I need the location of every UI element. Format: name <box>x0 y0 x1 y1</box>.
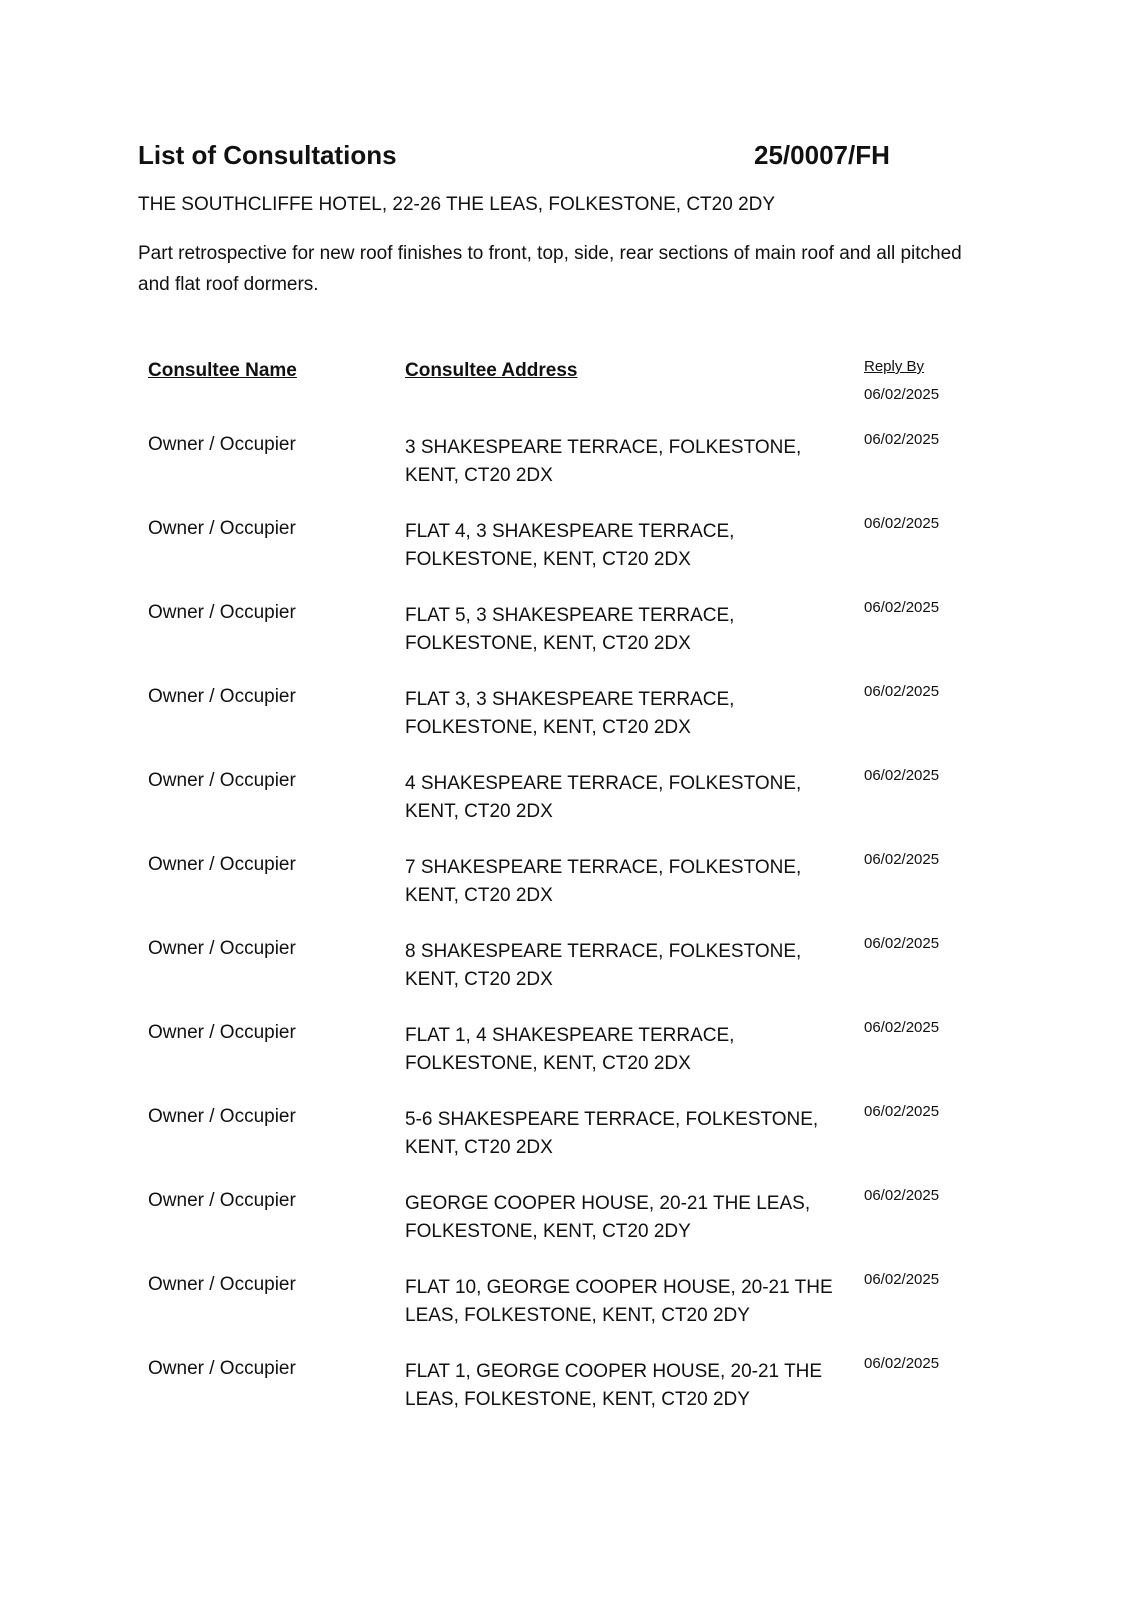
consultee-name: Owner / Occupier <box>148 1274 296 1295</box>
consultee-name: Owner / Occupier <box>148 434 296 455</box>
reply-date: 06/02/2025 <box>864 599 940 616</box>
consultee-address: FLAT 3, 3 SHAKESPEARE TERRACE, FOLKESTONE, KENT, CT20 2DX <box>405 689 735 738</box>
reply-date: 06/02/2025 <box>864 1103 940 1120</box>
column-header-address: Consultee Address <box>405 360 578 381</box>
consultee-address: 7 SHAKESPEARE TERRACE, FOLKESTONE, KENT, CT20 2DX <box>405 857 802 906</box>
page-title: List of Consultations <box>138 140 397 170</box>
reply-date: 06/02/2025 <box>864 935 940 952</box>
table-row <box>0 599 1132 686</box>
consultee-address: GEORGE COOPER HOUSE, 20-21 THE LEAS, FOLKESTONE, KENT, CT20 2DY <box>405 1193 811 1242</box>
table-row <box>0 1103 1132 1190</box>
consultee-address: FLAT 1, 4 SHAKESPEARE TERRACE, FOLKESTONE, KENT, CT20 2DX <box>405 1025 735 1074</box>
consultee-name: Owner / Occupier <box>148 1106 296 1127</box>
reply-date: 06/02/2025 <box>864 1355 940 1372</box>
title-row <box>138 140 908 180</box>
consultee-address: 3 SHAKESPEARE TERRACE, FOLKESTONE, KENT, CT20 2DX <box>405 437 802 486</box>
table-row <box>0 1187 1132 1274</box>
consultee-address: 4 SHAKESPEARE TERRACE, FOLKESTONE, KENT, CT20 2DX <box>405 773 802 822</box>
consultee-list <box>0 431 1132 1442</box>
consultee-name: Owner / Occupier <box>148 686 296 707</box>
table-row <box>0 431 1132 518</box>
consultee-name: Owner / Occupier <box>148 1358 296 1379</box>
reply-date: 06/02/2025 <box>864 1271 940 1288</box>
consultee-address: FLAT 10, GEORGE COOPER HOUSE, 20-21 THE LEAS, FOLKESTONE, KENT, CT20 2DY <box>405 1277 833 1326</box>
consultee-name: Owner / Occupier <box>148 938 296 959</box>
proposal-description: Part retrospective for new roof finishes to front, top, side, rear sections of main roof and all pitched and flat roof dormers. <box>138 243 962 295</box>
table-row <box>0 1019 1132 1106</box>
column-header-reply-by: Reply By <box>864 358 925 375</box>
table-row <box>0 683 1132 770</box>
reply-by-date: 06/02/2025 <box>864 386 940 403</box>
consultee-address: 8 SHAKESPEARE TERRACE, FOLKESTONE, KENT, CT20 2DX <box>405 941 802 990</box>
reply-date: 06/02/2025 <box>864 1019 940 1036</box>
reference-number: 25/0007/FH <box>754 140 890 170</box>
table-row <box>0 1271 1132 1358</box>
table-row <box>0 515 1132 602</box>
site-address: THE SOUTHCLIFFE HOTEL, 22-26 THE LEAS, FOLKESTONE, CT20 2DY <box>138 194 776 215</box>
column-header-name: Consultee Name <box>148 360 297 381</box>
reply-date: 06/02/2025 <box>864 683 940 700</box>
consultee-name: Owner / Occupier <box>148 1022 296 1043</box>
table-row <box>0 767 1132 854</box>
table-row <box>0 851 1132 938</box>
reply-date: 06/02/2025 <box>864 851 940 868</box>
reply-date: 06/02/2025 <box>864 431 940 448</box>
reply-date: 06/02/2025 <box>864 767 940 784</box>
consultee-name: Owner / Occupier <box>148 770 296 791</box>
consultee-address: FLAT 1, GEORGE COOPER HOUSE, 20-21 THE LEAS, FOLKESTONE, KENT, CT20 2DY <box>405 1361 823 1410</box>
consultee-name: Owner / Occupier <box>148 854 296 875</box>
consultee-address: FLAT 5, 3 SHAKESPEARE TERRACE, FOLKESTONE, KENT, CT20 2DX <box>405 605 735 654</box>
consultee-name: Owner / Occupier <box>148 602 296 623</box>
reply-date: 06/02/2025 <box>864 1187 940 1204</box>
consultee-address: 5-6 SHAKESPEARE TERRACE, FOLKESTONE, KENT, CT20 2DX <box>405 1109 819 1158</box>
table-row <box>0 935 1132 1022</box>
consultee-name: Owner / Occupier <box>148 1190 296 1211</box>
consultee-address: FLAT 4, 3 SHAKESPEARE TERRACE, FOLKESTONE, KENT, CT20 2DX <box>405 521 735 570</box>
reply-date: 06/02/2025 <box>864 515 940 532</box>
table-row <box>0 1355 1132 1442</box>
consultee-name: Owner / Occupier <box>148 518 296 539</box>
